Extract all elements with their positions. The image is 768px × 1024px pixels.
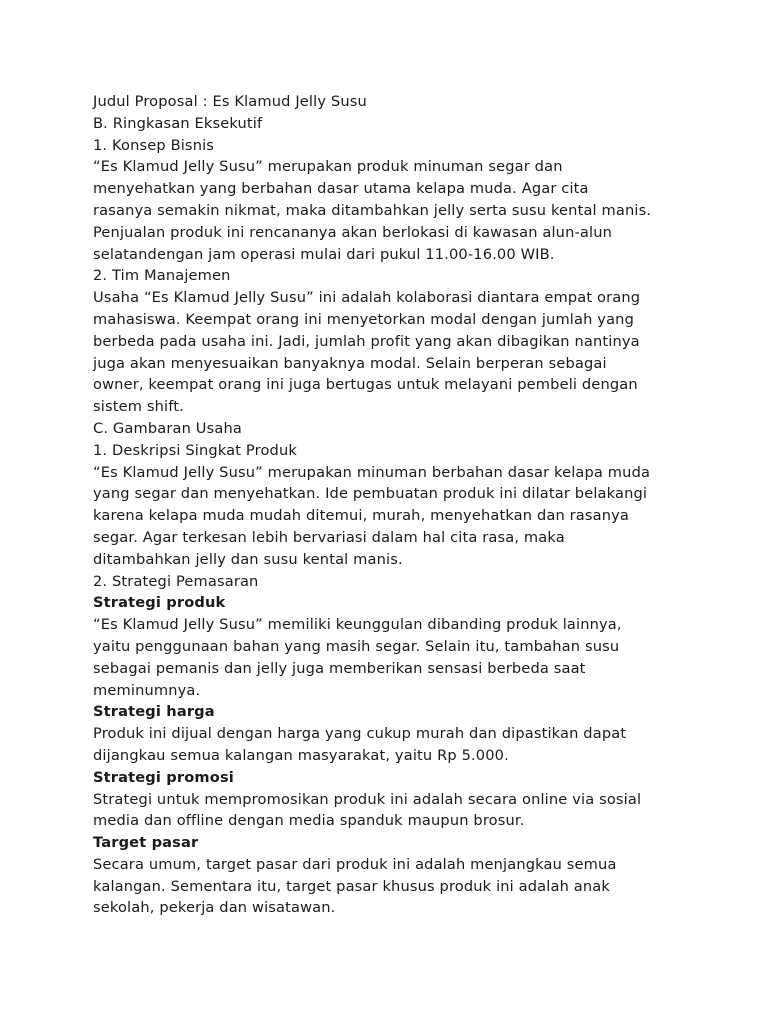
paragraph-line: kalangan. Sementara itu, target pasar khusus produk ini adalah anak xyxy=(93,877,610,895)
paragraph-line: Secara umum, target pasar dari produk ini adalah menjangkau semua xyxy=(93,855,617,873)
paragraph-line: karena kelapa muda mudah ditemui, murah, menyehatkan dan rasanya xyxy=(93,507,630,525)
paragraph-line: juga akan menyesuaikan banyaknya modal. Selain berperan sebagai xyxy=(93,354,607,372)
paragraph-line: “Es Klamud Jelly Susu” memiliki keunggulan dibanding produk lainnya, xyxy=(93,616,622,634)
paragraph-line: rasanya semakin nikmat, maka ditambahkan jelly serta susu kental manis. xyxy=(93,201,652,219)
paragraph-line: Usaha “Es Klamud Jelly Susu” ini adalah kolaborasi diantara empat orang xyxy=(93,289,641,307)
paragraph-line: owner, keempat orang ini juga bertugas untuk melayani pembeli dengan xyxy=(93,376,638,394)
paragraph-line: Penjualan produk ini rencananya akan berlokasi di kawasan alun-alun xyxy=(93,223,612,241)
paragraph-line: mahasiswa. Keempat orang ini menyetorkan modal dengan jumlah yang xyxy=(93,310,634,328)
paragraph-line: dijangkau semua kalangan masyarakat, yaitu Rp 5.000. xyxy=(93,746,509,764)
subheading-strategi-harga: Strategi harga xyxy=(93,703,215,721)
paragraph-line: yaitu penggunaan bahan yang masih segar. Selain itu, tambahan susu xyxy=(93,637,620,655)
subheading-strategi-produk: Strategi produk xyxy=(93,594,226,612)
paragraph-line: sekolah, pekerja dan wisatawan. xyxy=(93,899,336,917)
paragraph-line: berbeda pada usaha ini. Jadi, jumlah profit yang akan dibagikan nantinya xyxy=(93,332,640,350)
paragraph-line: “Es Klamud Jelly Susu” merupakan minuman berbahan dasar kelapa muda xyxy=(93,463,651,481)
subheading-strategi-pemasaran: 2. Strategi Pemasaran xyxy=(93,572,259,590)
paragraph-line: sistem shift. xyxy=(93,398,184,416)
subheading-deskripsi-produk: 1. Deskripsi Singkat Produk xyxy=(93,441,297,459)
paragraph-line: meminumnya. xyxy=(93,681,201,699)
section-heading-ringkasan: B. Ringkasan Eksekutif xyxy=(93,114,263,132)
paragraph-line: selatandengan jam operasi mulai dari pukul 11.00-16.00 WIB. xyxy=(93,245,555,263)
paragraph-line: “Es Klamud Jelly Susu” merupakan produk minuman segar dan xyxy=(93,158,563,176)
paragraph-line: sebagai pemanis dan jelly juga memberikan sensasi berbeda saat xyxy=(93,659,586,677)
subheading-target-pasar: Target pasar xyxy=(93,834,199,852)
section-heading-gambaran: C. Gambaran Usaha xyxy=(93,419,242,437)
subheading-tim-manajemen: 2. Tim Manajemen xyxy=(93,267,231,285)
document-page xyxy=(93,91,693,919)
subheading-konsep-bisnis: 1. Konsep Bisnis xyxy=(93,136,215,154)
paragraph-line: media dan offline dengan media spanduk maupun brosur. xyxy=(93,812,525,830)
paragraph-line: menyehatkan yang berbahan dasar utama kelapa muda. Agar cita xyxy=(93,180,589,198)
subheading-strategi-promosi: Strategi promosi xyxy=(93,768,234,786)
paragraph-line: Strategi untuk mempromosikan produk ini adalah secara online via sosial xyxy=(93,790,642,808)
proposal-title: Judul Proposal : Es Klamud Jelly Susu xyxy=(93,93,367,110)
paragraph-line: ditambahkan jelly dan susu kental manis. xyxy=(93,550,403,568)
paragraph-line: segar. Agar terkesan lebih bervariasi dalam hal cita rasa, maka xyxy=(93,528,565,546)
paragraph-line: Produk ini dijual dengan harga yang cukup murah dan dipastikan dapat xyxy=(93,725,627,743)
paragraph-line: yang segar dan menyehatkan. Ide pembuatan produk ini dilatar belakangi xyxy=(93,485,648,503)
